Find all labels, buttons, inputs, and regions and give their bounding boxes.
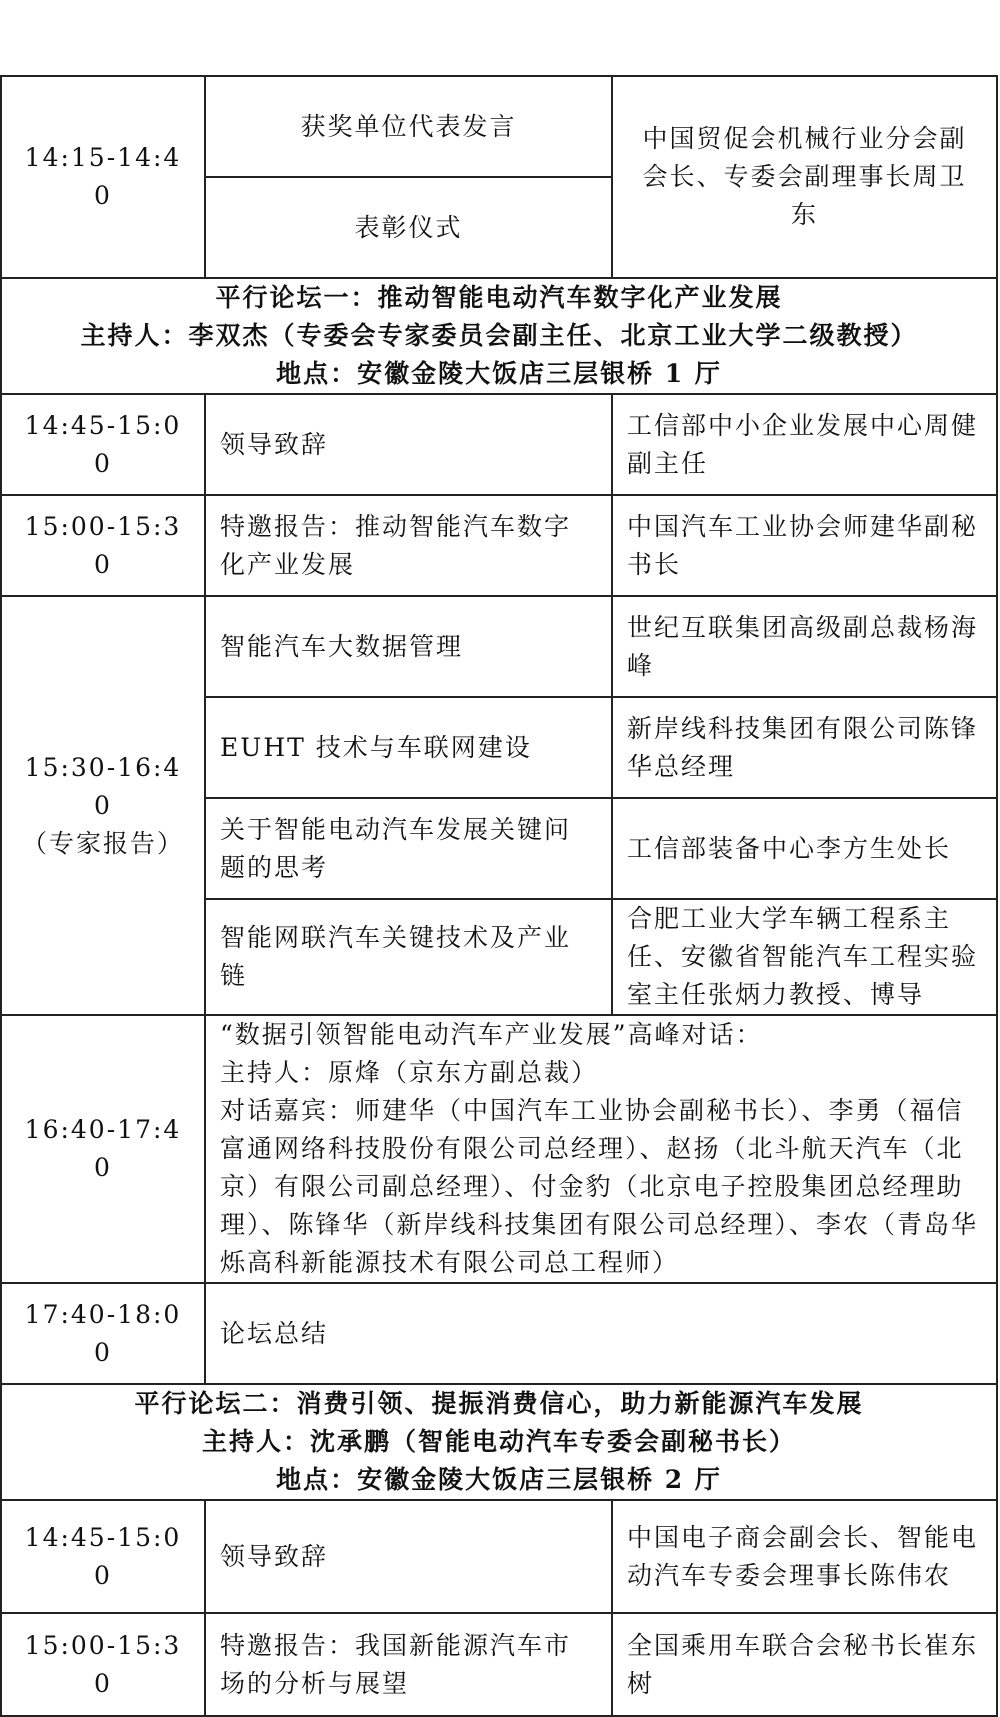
speaker-cell: 工信部装备中心李方生处长 [612, 798, 997, 899]
topic-cell: 智能汽车大数据管理 [205, 596, 612, 697]
table-row [1, 1015, 997, 1283]
table-row [1, 1283, 997, 1384]
speaker-cell: 中国汽车工业协会师建华副秘书长 [612, 495, 997, 596]
time-cell: 17:40-18:00 [1, 1283, 205, 1384]
table-row [1, 394, 997, 495]
topic-cell: EUHT 技术与车联网建设 [205, 697, 612, 798]
speaker-line: 东 [790, 200, 818, 229]
topic-cell: 特邀报告：我国新能源汽车市场的分析与展望 [205, 1613, 612, 1716]
forum-title: 平行论坛二：消费引领、提振消费信心，助力新能源汽车发展 [134, 1389, 864, 1418]
speaker-cell: 工信部中小企业发展中心周健副主任 [612, 394, 997, 495]
agenda-table [0, 75, 998, 1717]
forum-host: 主持人：沈承鹏（智能电动汽车专委会副秘书长） [201, 1427, 796, 1456]
forum-title: 平行论坛一：推动智能电动汽车数字化产业发展 [215, 283, 783, 312]
time-cell: 16:40-17:40 [1, 1015, 205, 1283]
time-cell: 15:00-15:30 [1, 1613, 205, 1716]
table-row [1, 1500, 997, 1613]
topic-cell: 领导致辞 [205, 1500, 612, 1613]
time-range: 15:30-16:40 [24, 752, 182, 820]
dialogue-cell [205, 1015, 997, 1283]
topic-cell: 智能网联汽车关键技术及产业链 [205, 899, 612, 1015]
topic-cell: 特邀报告：推动智能汽车数字化产业发展 [205, 495, 612, 596]
table-row [1, 1613, 997, 1716]
time-cell: 15:00-15:30 [1, 495, 205, 596]
forum-venue: 地点：安徽金陵大饭店三层银桥 2 厅 [276, 1465, 722, 1494]
table-row [1, 596, 997, 697]
speaker-cell: 合肥工业大学车辆工程系主任、安徽省智能汽车工程实验室主任张炳力教授、博导 [612, 899, 997, 1015]
time-cell: 14:45-15:00 [1, 394, 205, 495]
forum-host: 主持人：李双杰（专委会专家委员会副主任、北京工业大学二级教授） [80, 321, 918, 350]
dialogue-guests: 对话嘉宾：师建华（中国汽车工业协会副秘书长）、李勇（福信富通网络科技股份有限公司总经理）、赵扬（北斗航天汽车（北京）有限公司副总经理）、付金豹（北京电子控股集团总经理助理）、陈锋华（新岸线科技集团有限公司总经理）、李农（青岛华烁高科新能源技术有限公司总工程师） [220, 1096, 979, 1277]
forum-venue: 地点：安徽金陵大饭店三层银桥 1 厅 [276, 359, 722, 388]
speaker-cell [612, 76, 997, 278]
forum-one-header [1, 278, 997, 394]
topic-cell: 获奖单位代表发言 [205, 76, 612, 177]
time-cell [1, 596, 205, 1015]
speaker-line: 中国贸促会机械行业分会副 [642, 124, 967, 153]
dialogue-host: 主持人：原烽（京东方副总裁） [220, 1058, 599, 1087]
speaker-cell: 中国电子商会副会长、智能电动汽车专委会理事长陈伟农 [612, 1500, 997, 1613]
time-cell: 14:45-15:00 [1, 1500, 205, 1613]
topic-cell: 关于智能电动汽车发展关键问题的思考 [205, 798, 612, 899]
speaker-cell: 全国乘用车联合会秘书长崔东树 [612, 1613, 997, 1716]
table-row [1, 495, 997, 596]
dialogue-title: “数据引领智能电动汽车产业发展”高峰对话： [220, 1020, 763, 1049]
time-cell: 14:15-14:40 [1, 76, 205, 278]
speaker-cell: 世纪互联集团高级副总裁杨海峰 [612, 596, 997, 697]
topic-cell: 论坛总结 [205, 1283, 997, 1384]
table-row [1, 76, 997, 177]
speaker-line: 会长、专委会副理事长周卫 [642, 162, 967, 191]
forum-header-row [1, 1384, 997, 1500]
topic-cell: 表彰仪式 [205, 177, 612, 278]
forum-two-header [1, 1384, 997, 1500]
topic-cell: 领导致辞 [205, 394, 612, 495]
time-note: （专家报告） [21, 828, 184, 858]
speaker-cell: 新岸线科技集团有限公司陈锋华总经理 [612, 697, 997, 798]
forum-header-row [1, 278, 997, 394]
